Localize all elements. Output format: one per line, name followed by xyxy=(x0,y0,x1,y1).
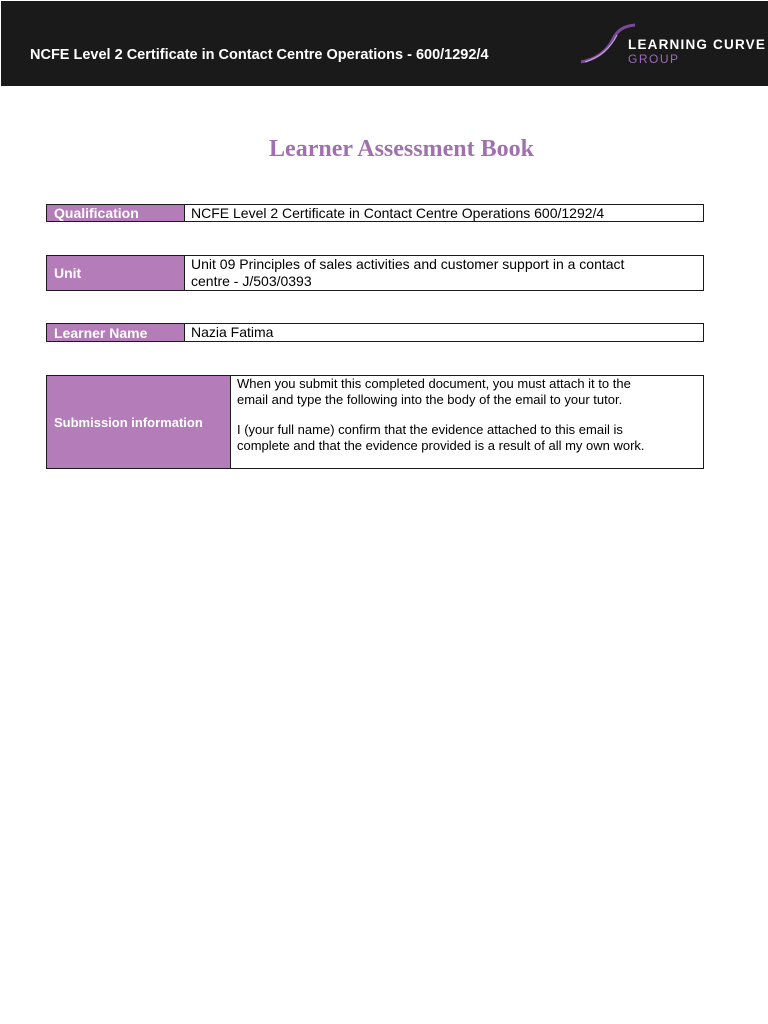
logo-subtext: GROUP xyxy=(628,52,680,65)
document-header xyxy=(1,1,768,86)
unit-label: Unit xyxy=(47,256,185,290)
logo-text: LEARNING CURVE xyxy=(628,37,767,52)
learner-name-value: Nazia Fatima xyxy=(191,324,274,340)
learning-curve-logo xyxy=(577,21,768,65)
submission-para2-line2: complete and that the evidence provided is a result of all my own work. xyxy=(237,438,645,453)
unit-value-line1: Unit 09 Principles of sales activities and customer support in a contact xyxy=(191,256,625,272)
qualification-row xyxy=(46,204,704,222)
qualification-label: Qualification xyxy=(47,205,185,221)
submission-info-label: Submission information xyxy=(47,376,231,468)
unit-value xyxy=(185,256,703,290)
unit-row xyxy=(46,255,704,291)
submission-info-text xyxy=(231,376,703,468)
unit-value-line2: centre - J/503/0393 xyxy=(191,273,312,289)
learner-name-label: Learner Name xyxy=(47,324,185,341)
submission-para2-line1: I (your full name) confirm that the evidence attached to this email is xyxy=(237,422,623,437)
learner-name-row xyxy=(46,323,704,342)
submission-info-row xyxy=(46,375,704,469)
page-title: Learner Assessment Book xyxy=(269,136,534,162)
submission-para1-line2: email and type the following into the body of the email to your tutor. xyxy=(237,392,623,407)
submission-para1-line1: When you submit this completed document, you must attach it to the xyxy=(237,376,631,391)
qualification-value: NCFE Level 2 Certificate in Contact Centre Operations 600/1292/4 xyxy=(191,205,605,221)
header-title: NCFE Level 2 Certificate in Contact Centre Operations - 600/1292/4 xyxy=(30,47,489,63)
